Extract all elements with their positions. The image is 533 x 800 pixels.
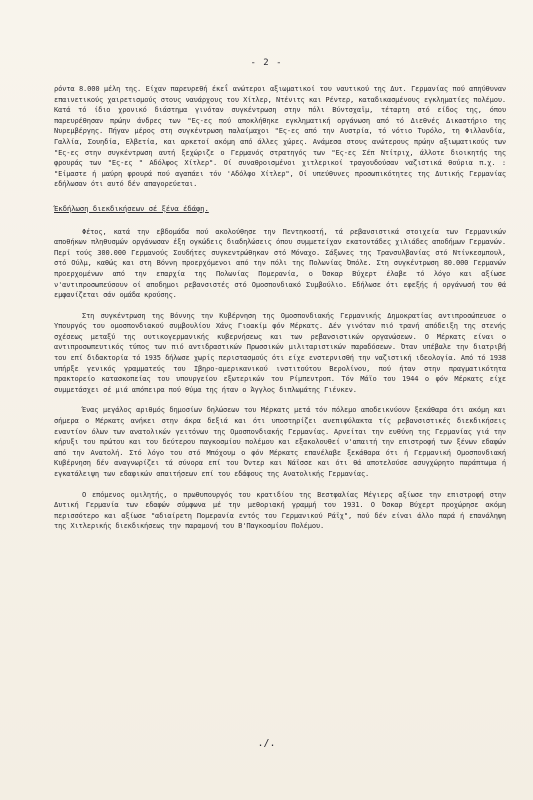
page-number: - 2 -	[250, 58, 283, 68]
document-body	[54, 84, 506, 532]
paragraph: Ο επόμενος ομιλητής, ο πρωθυπουργός του κρατιδίου της Βεστφαλίας Μέγιερς αξίωσε την επιστροφή στην Δυτική Γερμανία των εδαφών σύμφωνα μέ την μεθοριακή γραμμή του 1931. Ο Όσκαρ Βύχερτ προχώρησε ακόμη περισσότερο και αξίωσε "αδιαίρετη Πομερανία εντός του Γερμανικού Ράϊχ", πού δέν είναι άλλο παρά ή επανάληψη της Χιτλερικής διεκδικήσεως την παραμονή του Β'Παγκοσμίου Πολέμου.	[54, 489, 506, 531]
paragraph-continued: ρόντα 8.000 μέλη της. Είχαν παρευρεθή έκεΐ ανώτεροι αξιωματικοί του ναυτικού της Δυτ. Γερμανίας πού απηύθυναν επαινετικούς χαιρετισμούς στους ναυάρχους του Χίτλερ, Ντένιτς και Ρέντερ, καταδικασμένους εγκληματίες πολέμου. Κατά τό ίδιο χρονικό διάστημα γινόταν συγκέντρωση στην πόλι Βύντσχαϊμ, τέταρτη στό είδος της, όπου παρευρέθησαν πρώην άνδρες των "Ες-ες πού αποκλήθηκε εγκληματική οργάνωση από τό Διεθνές Δικαστήριο της Νυρεμβέργης. Πήγαν μέρος στη συγκέντρωση παλαίμαχοι "Ες-ες από την Αυστρία, τό νότιο Τυρόλο, τη Φιλλανδία, Γαλλία, Σουηδία, Ελβετία, και αρκετοί ακόμη από άλλες χώρες. Ανάμεσα στους ανώτερους πρώην αξιωματικούς των "Ες-ες στην συγκέντρωση αυτή ξεχώριζε ο Γερμανός στρατηγός των "Ες-ες Σέπ Ντίτριχ, άλλοτε διοικητής της φρουράς των "Ες-ες " Αδόλφος Χίτλερ". Οί συναθροισμένοι χιτλερικοί τραγουδούσαν ναζιστικά θούρια π.χ. : "Είμαστε ή μαύρη φρουρά πού αγαπάει τόν 'Αδόλφο Χίτλερ", Οί υπεύθυνες προσωπικότητες της Δυτικής Γερμανίας εδήλωσαν ότι αυτό δέν απαγορεύεται.	[54, 84, 506, 189]
continuation-mark: ./.	[257, 738, 276, 749]
paragraph: Ένας μεγάλος αριθμός δημοσίων δηλώσεων του Μέρκατς μετά τόν πόλεμο αποδεικνύουν ξεκάθαρα ότι ακόμη και σήμερα ο Μέρκατς ανήκει στην άκρα δεξιά και ότι υποστηρίζει ανεπιφύλακτα τίς ρεβανσιστικές διεκδικήσεις εναντίον όλων των ανατολικών γειτόνων της Ομοσπονδιακής Γερμανίας. Αρνείται την ευθύνη της Γερμανίας γιά την κήρυξι του πρώτου και του δεύτερου παγκοσμίου πολέμου και εξακολουθεί ν'απαιτή την επιστροφή των ξένων εδαφών από την Ανατολή. Στό λόγο του στό Μπόχουμ ο φόν Μέρκατς επανέλαβε ξεκάθαρα ότι ή Γερμανική Ομοσπονδιακή Κυβέρνηση δέν αναγνωρίζει τά σύνορα επί του Όντερ και Νάϊσσε και ότι θά αποτελούσε ασυγχώρητο παράπτωμα ή εγκατάλειψη των εδαφικών απαιτήσεων επί του εδάφους της Ανατολικής Γερμανίας.	[54, 405, 506, 478]
paragraph: Στη συγκέντρωση της Βόννης την Κυβέρνηση της Ομοσπονδιακής Γερμανικής Δημοκρατίας αντιπροσώπευσε ο Υπουργός του ομοσπονδιακού συμβουλίου Χάνς Γιοακίμ φόν Μέρκατς. Δέν γινόταν πιό τρανή απόδειξη της στενής σχέσεως μεταξύ της ουτικογερμανικής κυβερνήσεως και των ρεβανσιστικών οργανώσεων. Ο Μέρκατς είναι ο αντιπροσωπευτικός τύπος των πιό αντιδραστικών Πρωσσικών μιλιταριστικών παραδόσεων. Όταν υπέβαλε την διατριβή του επί διδακτορία τό 1935 δήλωσε χωρίς περιστασμούς ότι είχε ενστερνισθή την ναζιστική ιδεολογία. Από τό 1938 υπήρξε γενικός γραμματεύς του Ιβηρο-αμερικανικού ινστιτούτου Βερολίνου, πού ήταν στην πραγματικότητα πρακτορείο κατασκοπείας του υπουργείου εξωτερικών του Ρίμπεντροπ. Τόν Μάϊο του 1944 ο φόν Μέρκατς είχε συμμετάσχει σέ μιά απόπειρα πού θύμα της ήταν ο Άγγλος διπλωμάτης Γιένκεν.	[54, 310, 506, 394]
paragraph: Φέτος, κατά την εβδομάδα πού ακολούθησε την Πεντηκοστή, τά ρεβανσιστικά στοιχεία των Γερμανικών αποθήκων πληθυσμών οργάνωσαν έξη ογκώδεις διαδηλώσεις όπου συμμετείχαν εκατοντάδες χιλιάδες αποδήμων Γερμανών. Περί τούς 300.000 Γερμανούς Σουδήτες συγκεντρώθηκαν στό Μόναχο. Σάξωνες της Τρανσυλβανίας στό Ντίνκεσμπουλ, στό Ούλμ, καθώς και στη Βόννη προερχόμενοι από την πόλι της Πολωνίας Όπόλε. Στη συγκέντρωση 80.000 Γερμανών προερχομένων από την επαρχία της Πολωνίας Πομερανία, ο Όσκαρ Βύχερτ έλαβε τό λόγο και αξίωσε ν'αντιπροσωπεύσουν οί αποδημοι ρεβανσιστές στό Ομοσπονδιακό Συμβούλιο. Εδήλωσε ότι εφεξής ή οργάνωσή του θά εμφανίζεται σάν ομάδα κρούσης.	[54, 226, 506, 300]
section-heading: Έκδήλωση διεκδικήσεων σέ ξένα έδάφη.	[54, 203, 209, 213]
